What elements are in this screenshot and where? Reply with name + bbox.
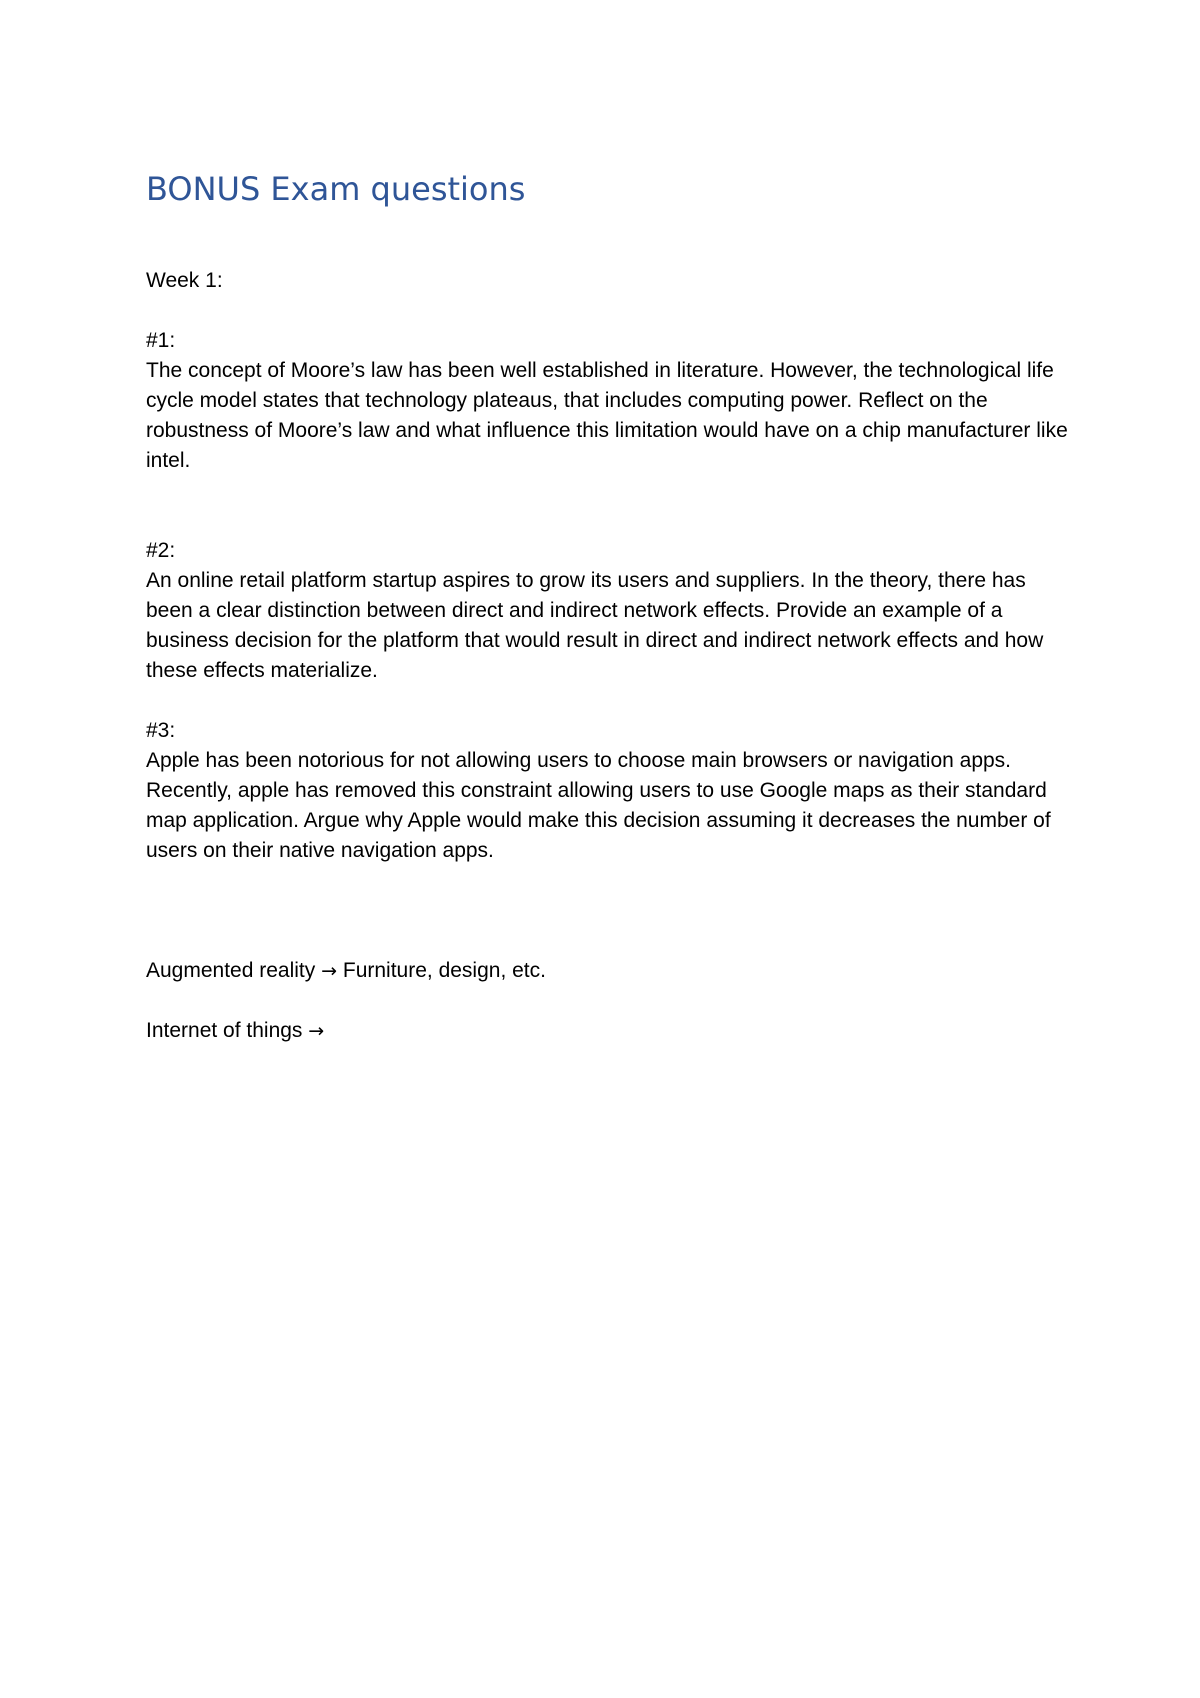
note-internet-of-things	[146, 1016, 1076, 1046]
right-arrow-icon: →	[321, 960, 338, 982]
note-detail: Furniture, design, etc.	[342, 959, 546, 982]
question-1-label: #1:	[146, 329, 176, 352]
question-2-text: An online retail platform startup aspires to grow its users and suppliers. In the theory, there has been a clear distinction between direct and indirect network effects. Provide an example of a business decision for the platform that would result in direct and indirect network effects and how these effects materialize.	[146, 569, 1044, 682]
document-content	[146, 168, 1076, 1046]
document-title: BONUS Exam questions	[146, 170, 526, 208]
note-term: Augmented reality	[146, 959, 316, 982]
question-3-text: Apple has been notorious for not allowing users to choose main browsers or navigation apps. Recently, apple has removed this constraint allowing users to use Google maps as their standard map application. Argue why Apple would make this decision assuming it decreases the number of users on their native navigation apps.	[146, 749, 1051, 862]
right-arrow-icon: →	[308, 1020, 325, 1042]
note-augmented-reality	[146, 956, 1076, 986]
question-3-label: #3:	[146, 719, 176, 742]
question-1-text: The concept of Moore’s law has been well established in literature. However, the technological life cycle model states that technology plateaus, that includes computing power. Reflect on the robustness of Moore’s law and what influence this limitation would have on a chip manufacturer like intel.	[146, 359, 1068, 472]
week-heading: Week 1:	[146, 269, 223, 292]
note-term: Internet of things	[146, 1019, 303, 1042]
question-2-label: #2:	[146, 539, 176, 562]
